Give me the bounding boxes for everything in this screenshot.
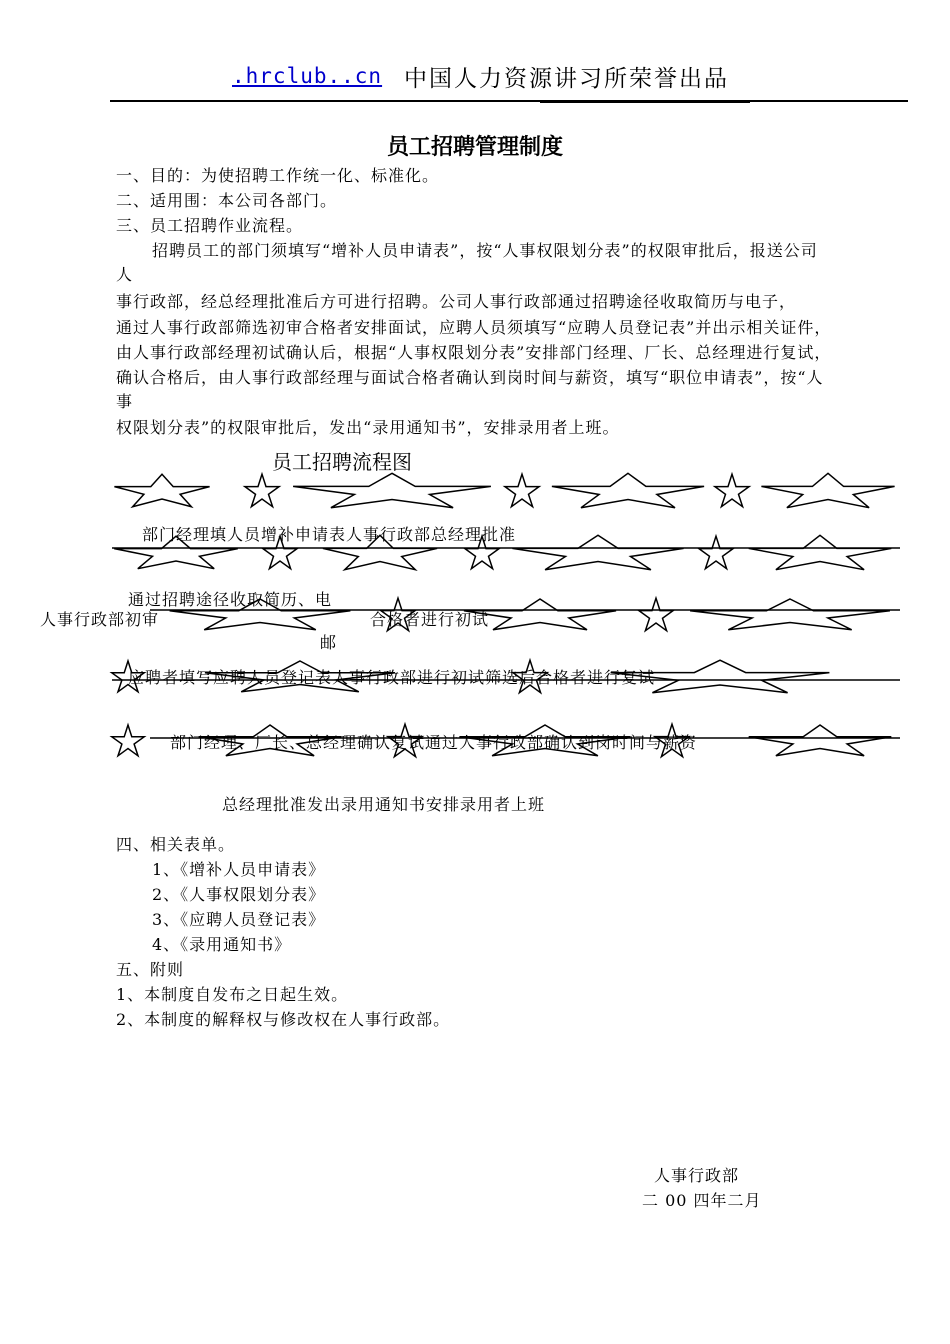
small-star-shape (639, 598, 673, 631)
signature-department: 人事行政部 (654, 1166, 740, 1185)
flow-step: 部门经理填人员增补申请表人事行政部总经理批准 (142, 525, 517, 544)
document-title: 员工招聘管理制度 (386, 135, 563, 160)
section-process-heading: 三、员工招聘作业流程。 (116, 216, 304, 235)
process-paragraph-line: 招聘员工的部门须填写“增补人员申请表”，按“人事权限划分表”的权限审批后，报送公司 (152, 241, 818, 260)
star-shape (690, 599, 890, 630)
star-shape (114, 474, 209, 507)
process-paragraph-line: 人 (116, 265, 134, 284)
section-purpose: 一、目的：为使招聘工作统一化、标准化。 (116, 166, 440, 185)
process-paragraph-line: 通过人事行政部筛选初审合格者安排面试，应聘人员须填写“应聘人员登记表”并出示相关证件， (116, 318, 832, 337)
form-item: 2、《人事权限划分表》 (152, 885, 326, 904)
star-shape (749, 725, 892, 756)
process-paragraph-line: 确认合格后，由人事行政部经理与面试合格者确认到岗时间与薪资，填写“职位申请表”，按“人 (116, 368, 824, 387)
header-slogan: 中国人力资源讲习所荣誉出品 (404, 66, 729, 92)
site-link[interactable]: .hrclub..cn (232, 64, 383, 88)
form-item: 3、《应聘人员登记表》 (152, 910, 326, 929)
appendix-heading: 五、附则 (116, 960, 185, 979)
flow-step: 总经理批准发出录用通知书安排录用者上班 (222, 795, 546, 814)
appendix-item: 1、本制度自发布之日起生效。 (116, 985, 349, 1004)
small-star-shape (505, 474, 539, 507)
flow-step: 应聘者填写应聘人员登记表人事行政部进行初试筛选后合格者进行复试 (128, 668, 656, 687)
star-shape (749, 535, 892, 569)
flow-step: 合格者进行初试 (370, 610, 490, 629)
form-item: 1、《增补人员申请表》 (152, 860, 326, 879)
small-star-shape (245, 474, 279, 507)
appendix-item: 2、本制度的解释权与修改权在人事行政部。 (116, 1010, 451, 1029)
flowchart-title: 员工招聘流程图 (272, 450, 412, 474)
small-star-shape (699, 536, 733, 569)
process-paragraph-line: 由人事行政部经理初试确认后，根据“人事权限划分表”安排部门经理、厂长、总经理进行复试， (116, 343, 832, 362)
flow-step: 人事行政部初审 (40, 610, 160, 629)
star-shape (552, 473, 704, 507)
small-star-shape (112, 725, 144, 756)
star-shape (293, 473, 491, 507)
star-shape (512, 535, 683, 569)
process-paragraph-line: 事 (116, 392, 134, 411)
small-star-shape (715, 474, 749, 507)
section-scope: 二、适用围：本公司各部门。 (116, 191, 338, 210)
star-shape (761, 473, 894, 507)
flow-step: 通过招聘途径收取简历、电 (128, 590, 333, 609)
process-paragraph-line: 权限划分表”的权限审批后，发出“录用通知书”，安排录用者上班。 (116, 418, 620, 437)
form-item: 4、《录用通知书》 (152, 935, 292, 954)
flow-step: 邮 (320, 633, 338, 652)
process-paragraph-line: 事行政部，经总经理批准后方可进行招聘。公司人事行政部通过招聘途径收取简历与电子， (116, 292, 797, 311)
forms-heading: 四、相关表单。 (116, 835, 236, 854)
signature-date: 二 00 四年二月 (642, 1191, 762, 1210)
flow-step: 部门经理、厂长、总经理确认复试通过人事行政部确认到岗时间与薪资 (170, 733, 698, 752)
